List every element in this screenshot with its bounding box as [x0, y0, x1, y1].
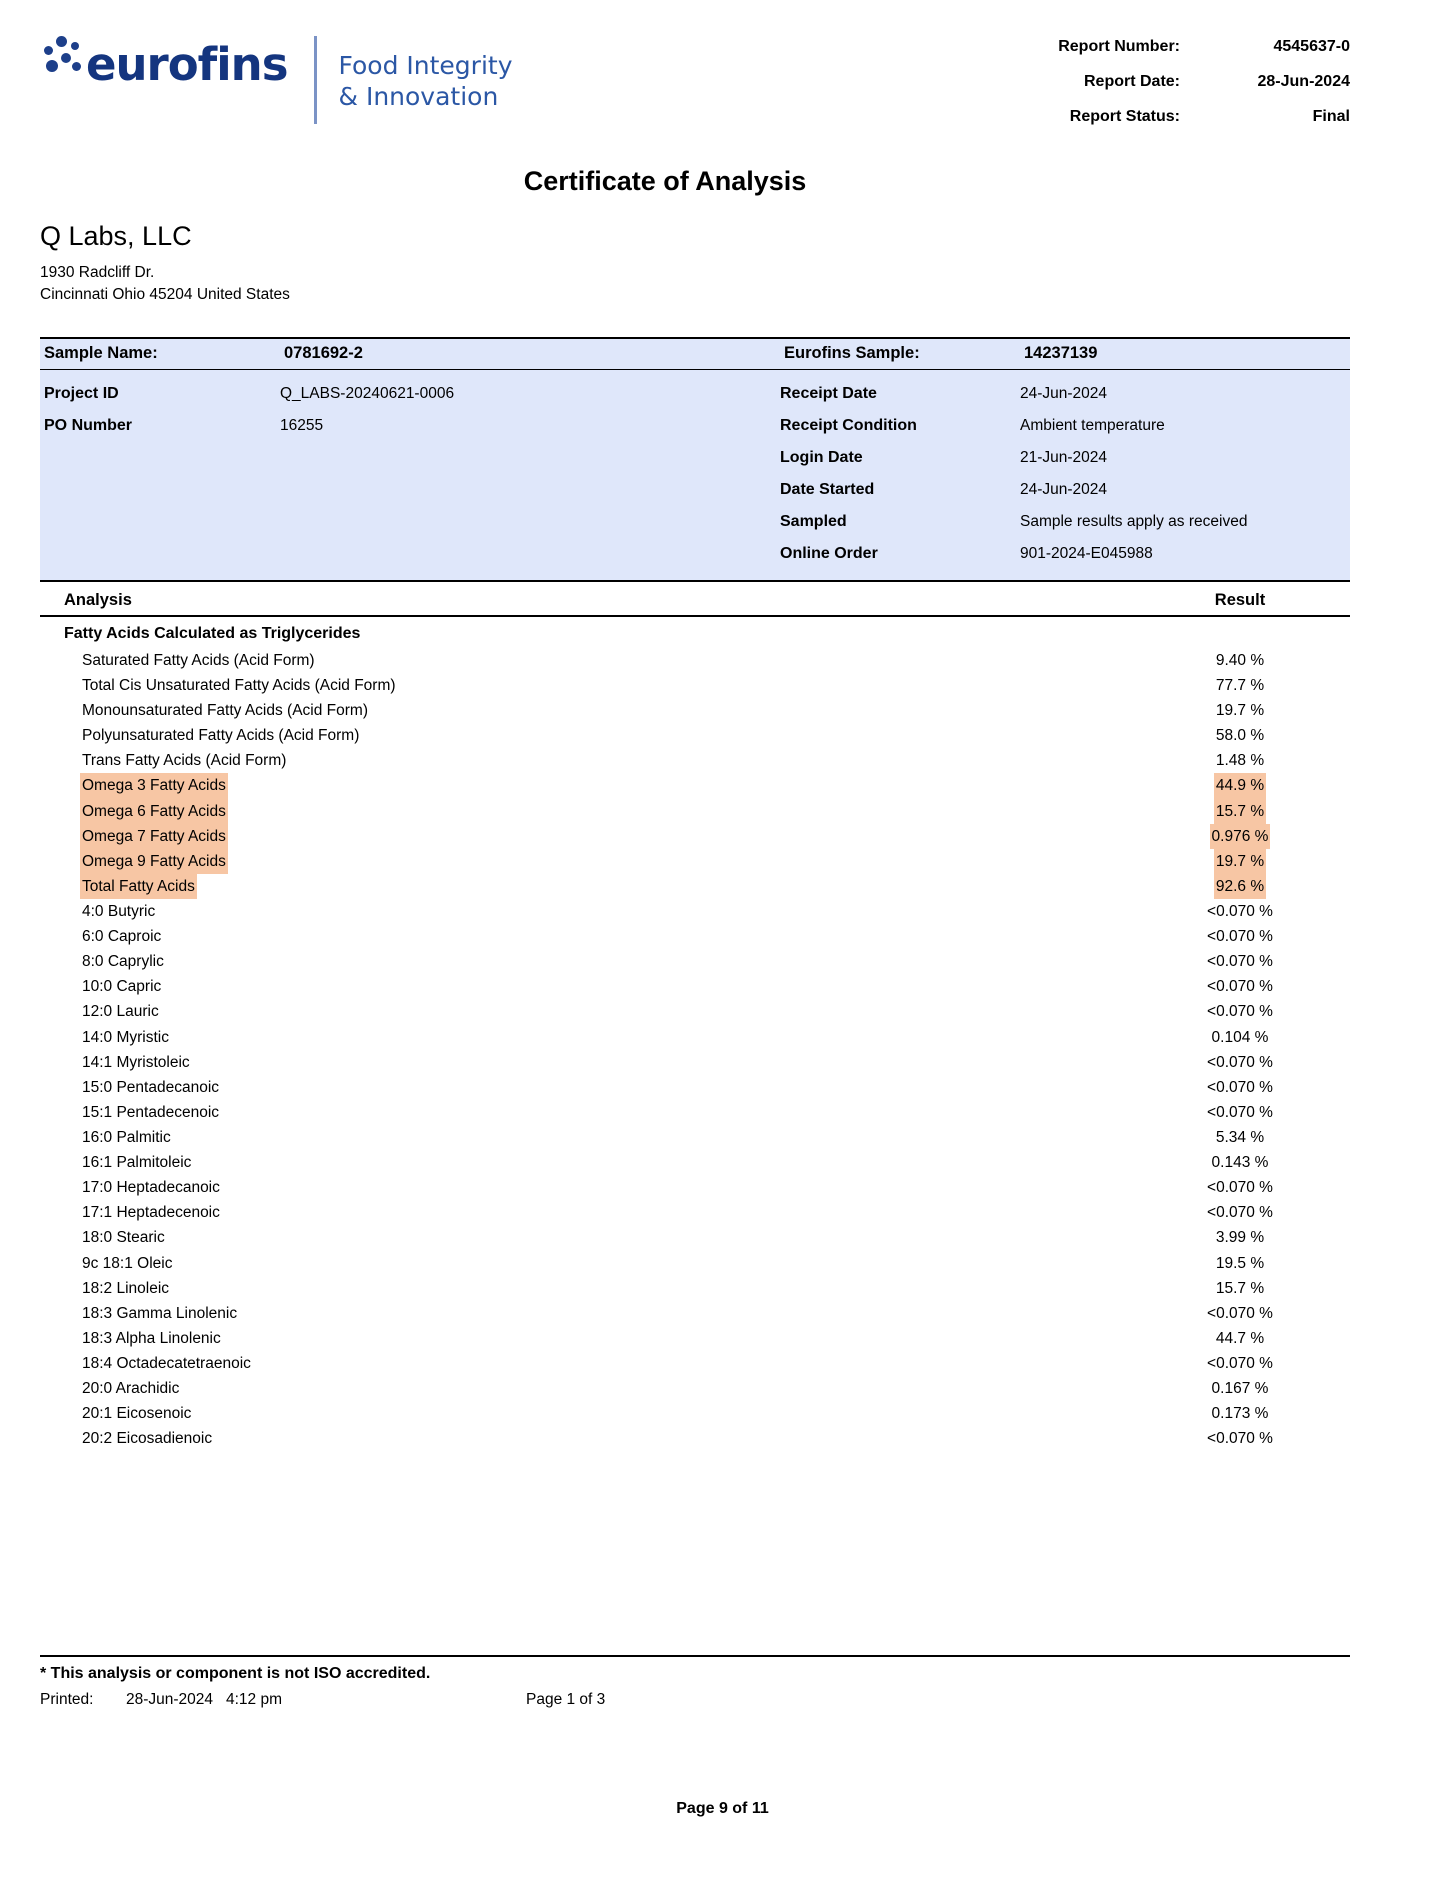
date-started-label: Date Started	[780, 480, 875, 498]
analyte-name: 10:0 Capric	[82, 978, 162, 996]
analyte-result: 9.40 %	[1215, 651, 1265, 669]
analyte-name: 16:0 Palmitic	[82, 1129, 171, 1147]
report-date-label: Report Date:	[1083, 73, 1180, 90]
client-address	[40, 262, 1350, 307]
table-row	[40, 1401, 1350, 1426]
analyte-result: 19.7 %	[1130, 849, 1350, 874]
analyte-result: 44.7 %	[1215, 1329, 1265, 1347]
analyte-result: <0.070 %	[1207, 953, 1273, 971]
client-address-line1: 1930 Radcliff Dr.	[40, 264, 155, 281]
analysis-table-body	[40, 648, 1350, 1452]
analyte-name: 18:3 Gamma Linolenic	[82, 1304, 238, 1322]
login-date-value: 21-Jun-2024	[1020, 448, 1108, 466]
table-row	[40, 824, 1350, 849]
report-meta	[980, 38, 1350, 143]
report-number-row	[980, 38, 1350, 56]
analysis-group-title: Fatty Acids Calculated as Triglycerides	[64, 624, 361, 642]
table-row	[40, 1100, 1350, 1125]
sampled-label: Sampled	[780, 512, 847, 530]
report-status-value: Final	[1312, 108, 1350, 125]
analyte-result: 0.976 %	[1130, 824, 1350, 849]
table-row	[40, 1276, 1350, 1301]
table-row	[40, 1200, 1350, 1225]
analyte-result: <0.070 %	[1207, 1053, 1273, 1071]
brand-divider	[314, 36, 317, 124]
eurofins-logo	[40, 28, 513, 124]
printed-date: 28-Jun-2024	[126, 1691, 214, 1708]
analyte-result: <0.070 %	[1207, 978, 1273, 996]
receipt-condition-value: Ambient temperature	[1020, 416, 1165, 434]
report-date-value: 28-Jun-2024	[1257, 73, 1350, 90]
sampled-value: Sample results apply as received	[1020, 512, 1248, 530]
client-name: Q Labs, LLC	[40, 221, 192, 251]
table-row	[40, 648, 1350, 673]
sample-info-left-values	[280, 378, 780, 570]
analyte-result: 92.6 %	[1130, 874, 1350, 899]
table-row	[40, 698, 1350, 723]
analyte-result: 15.7 %	[1215, 1279, 1265, 1297]
report-number-label: Report Number:	[1058, 38, 1180, 55]
online-order-label: Online Order	[780, 544, 878, 562]
table-row	[40, 1125, 1350, 1150]
table-row	[40, 1075, 1350, 1100]
sample-name-label: Sample Name:	[44, 343, 158, 362]
analyte-name: 15:1 Pentadecenoic	[82, 1103, 220, 1121]
page-number: Page 1 of 3	[526, 1691, 606, 1708]
analyte-name: 9c 18:1 Oleic	[82, 1254, 173, 1272]
analyte-name: Monounsaturated Fatty Acids (Acid Form)	[82, 702, 369, 720]
table-row	[40, 1326, 1350, 1351]
analyte-result: <0.070 %	[1207, 1304, 1273, 1322]
table-row	[40, 999, 1350, 1024]
table-row	[40, 924, 1350, 949]
project-id-value: Q_LABS-20240621-0006	[280, 384, 455, 402]
analyte-result: 0.104 %	[1211, 1028, 1269, 1046]
analyte-name: 18:0 Stearic	[82, 1229, 165, 1247]
analyte-name: 20:0 Arachidic	[82, 1380, 180, 1398]
project-id-label: Project ID	[44, 384, 119, 402]
table-row	[40, 1225, 1350, 1250]
analyte-result: 3.99 %	[1215, 1229, 1265, 1247]
table-row	[40, 723, 1350, 748]
table-row	[40, 899, 1350, 924]
table-row	[40, 974, 1350, 999]
receipt-date-value: 24-Jun-2024	[1020, 384, 1108, 402]
online-order-value: 901-2024-E045988	[1020, 544, 1153, 562]
analyte-result: 19.5 %	[1215, 1254, 1265, 1272]
brand-tagline-line1: Food Integrity	[338, 51, 513, 80]
table-row	[40, 773, 1350, 798]
analyte-result: <0.070 %	[1207, 1179, 1273, 1197]
report-status-label: Report Status:	[1069, 108, 1180, 125]
analyte-result: 19.7 %	[1215, 702, 1265, 720]
footnote: * This analysis or component is not ISO accredited.	[40, 1665, 431, 1682]
table-row	[40, 1150, 1350, 1175]
analysis-column-header: Analysis	[64, 590, 132, 609]
result-column-header: Result	[1214, 590, 1266, 609]
sample-info-box	[40, 337, 1350, 582]
brand-name: eurofins	[86, 38, 288, 91]
table-row	[40, 849, 1350, 874]
brand-tagline-line2: & Innovation	[338, 82, 499, 112]
sample-info-left-column	[40, 378, 780, 570]
analyte-result: <0.070 %	[1207, 928, 1273, 946]
sample-info-right-values	[1020, 378, 1247, 570]
receipt-condition-label: Receipt Condition	[780, 416, 917, 434]
table-row	[40, 1050, 1350, 1075]
analyte-name: 12:0 Lauric	[82, 1003, 159, 1021]
analyte-name: Omega 3 Fatty Acids	[40, 773, 228, 798]
eurofins-sample-label: Eurofins Sample:	[784, 343, 920, 362]
analyte-name: 20:1 Eicosenoic	[82, 1405, 192, 1423]
analyte-name: 14:1 Myristoleic	[82, 1053, 190, 1071]
printed-label: Printed:	[40, 1691, 94, 1708]
analyte-result: <0.070 %	[1207, 1204, 1273, 1222]
table-row	[40, 1351, 1350, 1376]
report-date-row	[980, 73, 1350, 91]
page-header	[40, 28, 1350, 138]
analyte-name: 4:0 Butyric	[82, 903, 156, 921]
analyte-result: 58.0 %	[1215, 727, 1265, 745]
analyte-name: Total Fatty Acids	[40, 874, 197, 899]
receipt-date-label: Receipt Date	[780, 384, 877, 402]
page-footer	[40, 1655, 1350, 1709]
analyte-name: 17:0 Heptadecanoic	[82, 1179, 220, 1197]
analyte-result: 0.173 %	[1211, 1405, 1269, 1423]
analyte-result: 0.143 %	[1211, 1154, 1269, 1172]
page-title: Certificate of Analysis	[523, 166, 807, 196]
analyte-name: Trans Fatty Acids (Acid Form)	[82, 752, 287, 770]
analyte-name: Omega 6 Fatty Acids	[40, 799, 228, 824]
analyte-name: 16:1 Palmitoleic	[82, 1154, 192, 1172]
analyte-name: 18:2 Linoleic	[82, 1279, 170, 1297]
table-row	[40, 874, 1350, 899]
brand-tagline	[339, 50, 513, 113]
table-row	[40, 1301, 1350, 1326]
analyte-name: 18:4 Octadecatetraenoic	[82, 1355, 251, 1372]
eurofins-dots-icon	[44, 36, 82, 78]
analyte-name: 6:0 Caproic	[82, 928, 162, 946]
analyte-result: <0.070 %	[1207, 1355, 1273, 1372]
analyte-name: 18:3 Alpha Linolenic	[82, 1329, 221, 1347]
table-row	[40, 1426, 1350, 1451]
sample-info-right-keys	[780, 378, 1020, 570]
analyte-result: 15.7 %	[1130, 799, 1350, 824]
analyte-result: <0.070 %	[1207, 1003, 1273, 1021]
sample-info-left-keys	[40, 378, 280, 570]
analyte-result: 44.9 %	[1130, 773, 1350, 798]
sample-info-right-column	[780, 378, 1247, 570]
document-page-number: Page 9 of 11	[676, 1800, 769, 1817]
table-row	[40, 1251, 1350, 1276]
table-row	[40, 799, 1350, 824]
table-row	[40, 1175, 1350, 1200]
footer-print-line	[40, 1691, 1350, 1709]
table-row	[40, 1025, 1350, 1050]
analyte-name: Saturated Fatty Acids (Acid Form)	[82, 651, 315, 669]
sample-info-header	[40, 339, 1350, 370]
table-row	[40, 673, 1350, 698]
analyte-result: <0.070 %	[1207, 1430, 1273, 1448]
po-number-label: PO Number	[44, 416, 133, 434]
analyte-result: 5.34 %	[1215, 1129, 1265, 1147]
analyte-result: 0.167 %	[1211, 1380, 1269, 1398]
client-address-line2: Cincinnati Ohio 45204 United States	[40, 286, 290, 304]
po-number-value: 16255	[280, 416, 324, 434]
analyte-name: 8:0 Caprylic	[82, 953, 164, 971]
sample-name-value: 0781692-2	[284, 343, 363, 362]
analyte-name: 17:1 Heptadecenoic	[82, 1204, 220, 1222]
table-row	[40, 748, 1350, 773]
eurofins-sample-value: 14237139	[1024, 343, 1098, 362]
analysis-table-header	[40, 584, 1350, 617]
login-date-label: Login Date	[780, 448, 863, 466]
analyte-name: 14:0 Myristic	[82, 1028, 169, 1046]
analyte-result: 77.7 %	[1215, 677, 1265, 695]
analyte-result: <0.070 %	[1207, 1078, 1273, 1096]
analyte-name: Omega 9 Fatty Acids	[40, 849, 228, 874]
report-number-value: 4545637-0	[1273, 38, 1350, 55]
analyte-result: <0.070 %	[1207, 903, 1273, 921]
analyte-name: 15:0 Pentadecanoic	[82, 1078, 220, 1096]
report-status-row	[980, 108, 1350, 126]
analyte-name: Polyunsaturated Fatty Acids (Acid Form)	[82, 727, 360, 745]
analyte-result: 1.48 %	[1215, 752, 1265, 770]
table-row	[40, 1376, 1350, 1401]
analyte-name: Omega 7 Fatty Acids	[40, 824, 228, 849]
table-row	[40, 949, 1350, 974]
analyte-result: <0.070 %	[1207, 1103, 1273, 1121]
date-started-value: 24-Jun-2024	[1020, 480, 1108, 498]
printed-time: 4:12 pm	[226, 1691, 283, 1708]
sample-info-body	[40, 370, 1350, 580]
analyte-name: Total Cis Unsaturated Fatty Acids (Acid Form)	[82, 677, 396, 695]
analyte-name: 20:2 Eicosadienoic	[82, 1430, 213, 1448]
